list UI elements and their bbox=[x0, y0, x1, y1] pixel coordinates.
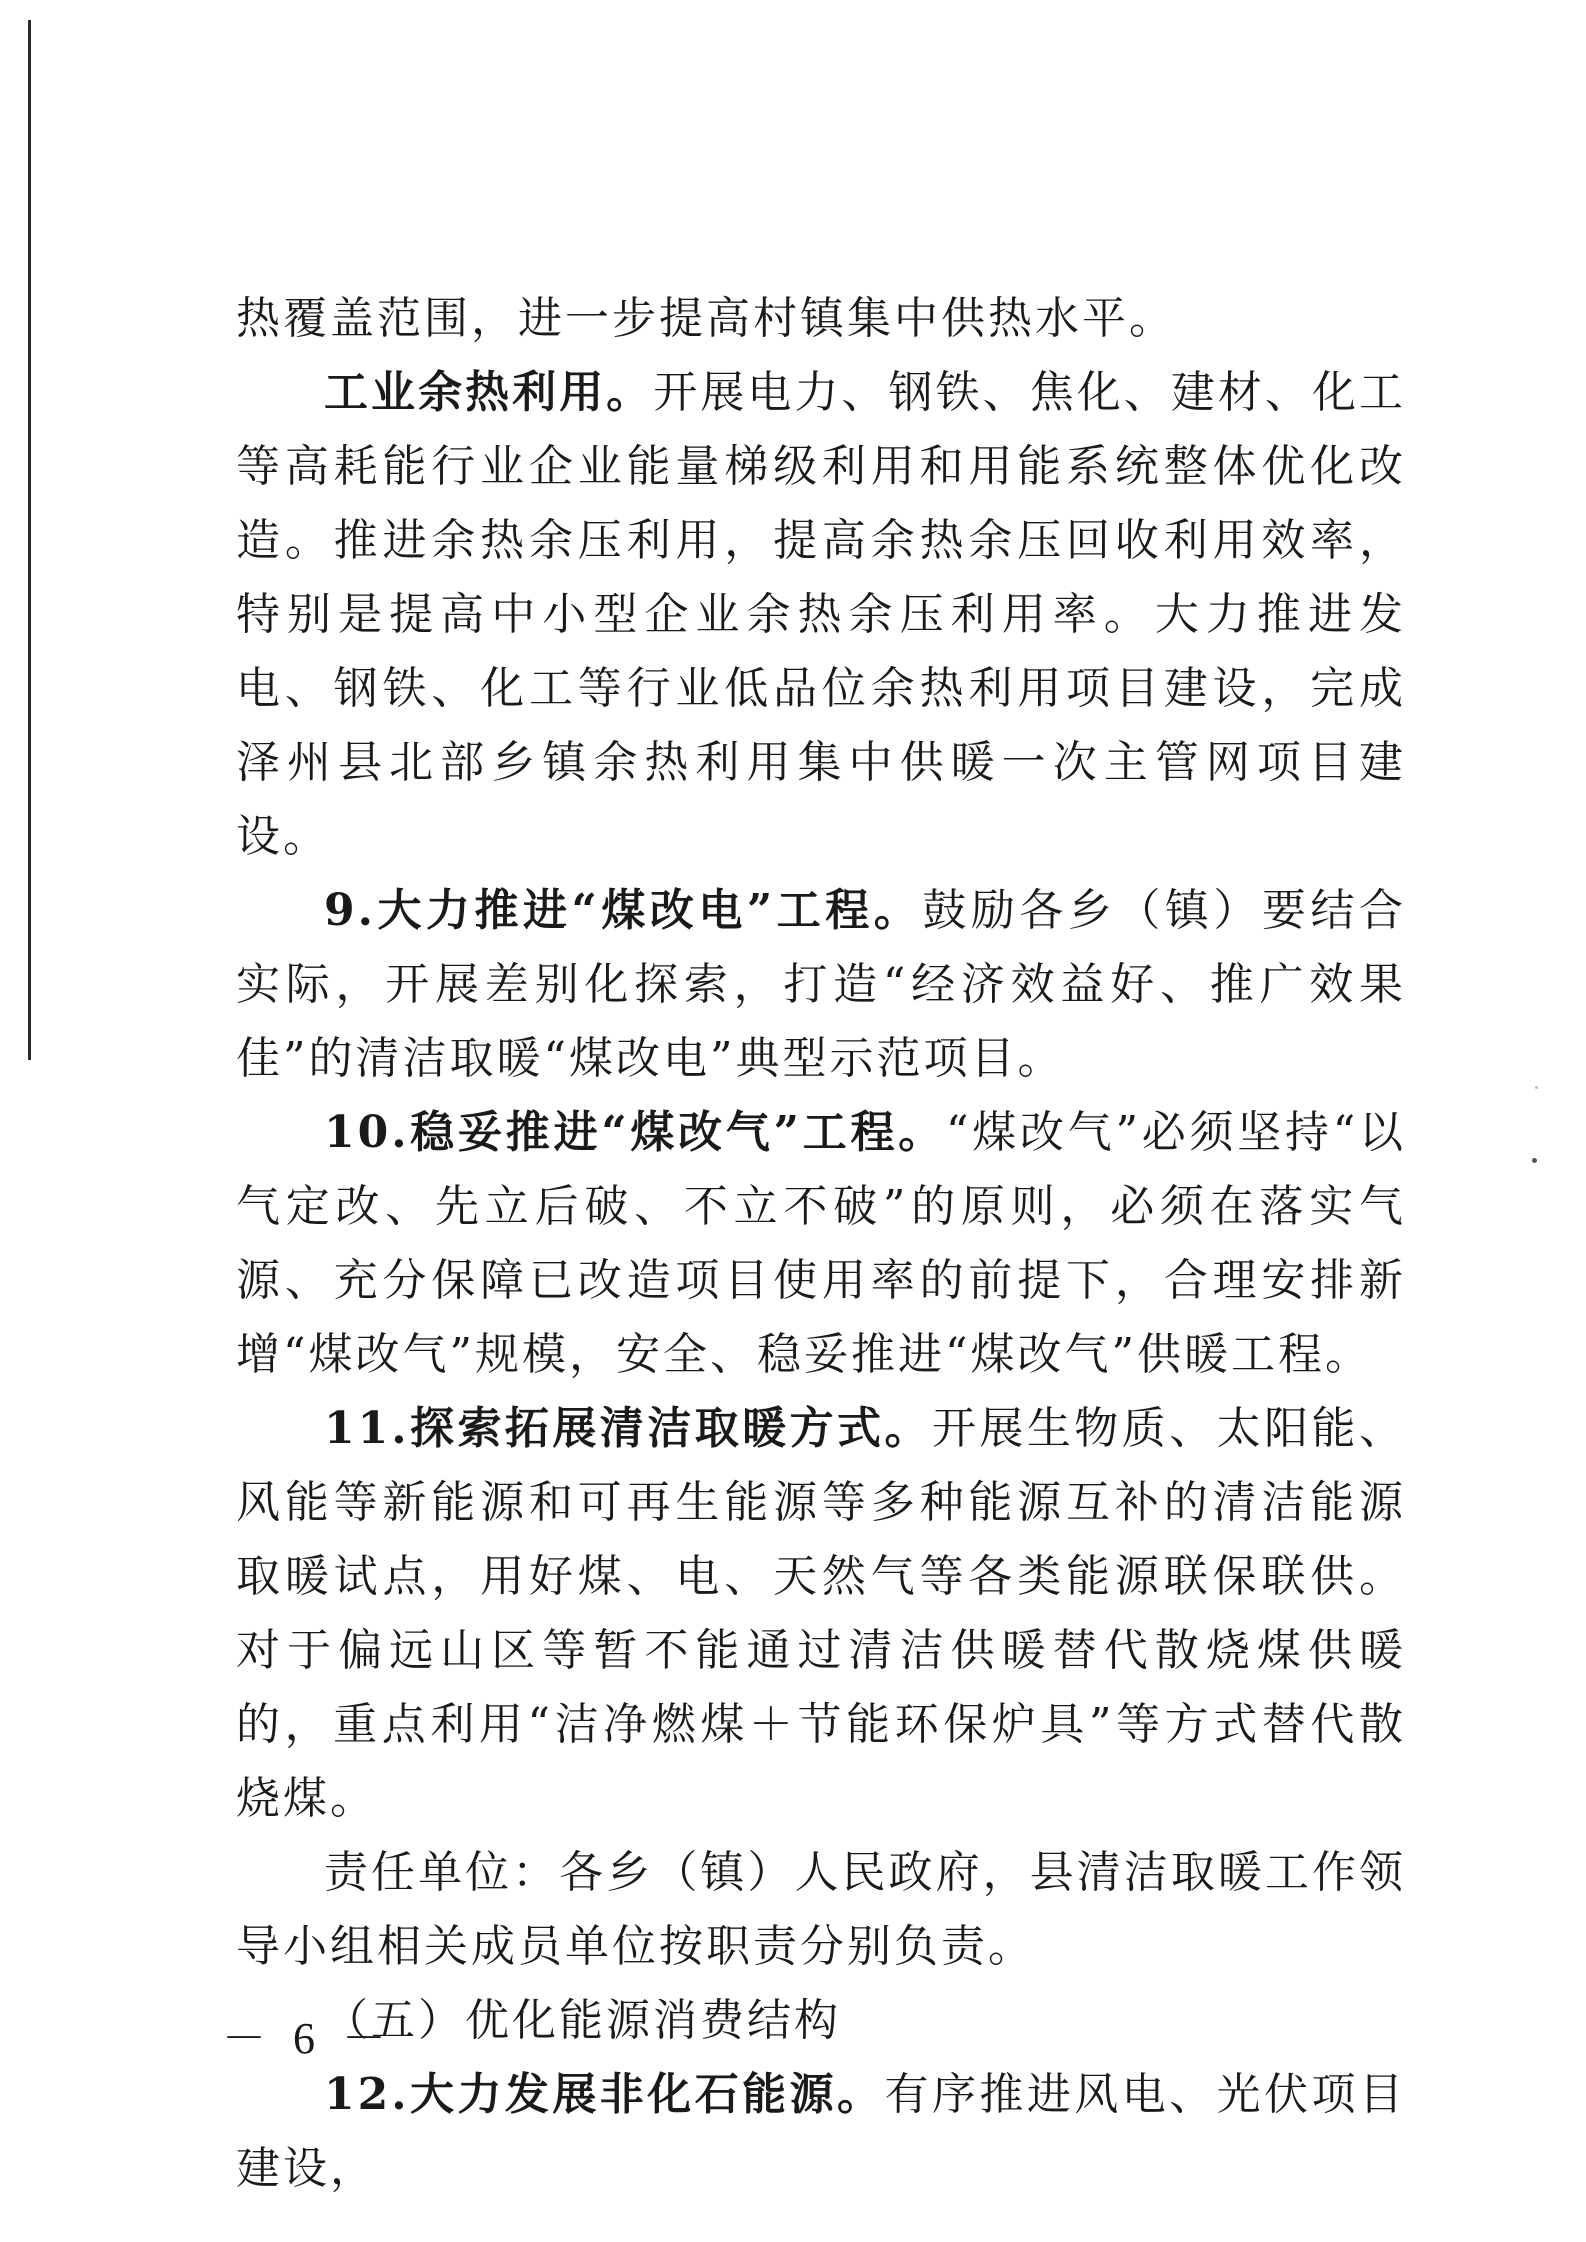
paragraph-non-fossil-energy bbox=[236, 2058, 1406, 2206]
paragraph-text: 开展生物质、太阳能、风能等新能源和可再生能源等多种能源互补的清洁能源取暖试点，用好煤、电、天然气等各类能源联保联供。对于偏远山区等暂不能通过清洁供暖替代散烧煤供暖的，重点利用“洁净燃煤＋节能环保炉具”等方式替代散烧煤。 bbox=[236, 1403, 1406, 1824]
paragraph-industrial-waste-heat bbox=[236, 356, 1406, 874]
paragraph-text: 开展电力、钢铁、焦化、建材、化工等高耗能行业企业能量梯级利用和用能系统整体优化改造。推进余热余压利用，提高余热余压回收利用效率，特别是提高中小型企业余热余压利用率。大力推进发电、钢铁、化工等行业低品位余热利用项目建设，完成泽州县北部乡镇余热利用集中供暖一次主管网项目建设。 bbox=[236, 367, 1407, 862]
section-heading bbox=[236, 1984, 1406, 2058]
scan-speck bbox=[1535, 1086, 1538, 1089]
paragraph-lead: 10.稳妥推进“煤改气”工程。 bbox=[324, 1107, 946, 1158]
paragraph-continuation bbox=[236, 282, 1406, 356]
document-body bbox=[236, 282, 1406, 2206]
paragraph-text: “煤改气”必须坚持“以气定改、先立后破、不立不破”的原则，必须在落实气源、充分保障已改造项目使用率的前提下，合理安排新增“煤改气”规模，安全、稳妥推进“煤改气”供暖工程。 bbox=[236, 1107, 1406, 1380]
paragraph-text: 热覆盖范围，进一步提高村镇集中供热水平。 bbox=[236, 293, 1176, 344]
paragraph-lead: 9.大力推进“煤改电”工程。 bbox=[324, 885, 923, 936]
paragraph-clean-heating-methods bbox=[236, 1392, 1406, 1836]
paragraph-responsible-units bbox=[236, 1836, 1406, 1984]
paragraph-lead: 11.探索拓展清洁取暖方式。 bbox=[324, 1403, 932, 1454]
scan-speck bbox=[1532, 1158, 1537, 1163]
page-number: － 6 － bbox=[222, 2014, 394, 2063]
paragraph-text: 鼓励各乡（镇）要结合实际，开展差别化探索，打造“经济效益好、推广效果佳”的清洁取暖“煤改电”典型示范项目。 bbox=[236, 885, 1406, 1084]
paragraph-text: 有序推进风电、光伏项目建设， bbox=[236, 2069, 1406, 2194]
section-heading-text: （五）优化能源消费结构 bbox=[324, 1995, 841, 2046]
paragraph-coal-to-electricity bbox=[236, 874, 1406, 1096]
paragraph-lead: 工业余热利用。 bbox=[324, 367, 654, 418]
paragraph-coal-to-gas bbox=[236, 1096, 1406, 1392]
paragraph-lead: 12.大力发展非化石能源。 bbox=[324, 2069, 885, 2120]
paragraph-text: 责任单位：各乡（镇）人民政府，县清洁取暖工作领导小组相关成员单位按职责分别负责。 bbox=[236, 1847, 1406, 1972]
binding-edge-line bbox=[28, 20, 31, 1060]
